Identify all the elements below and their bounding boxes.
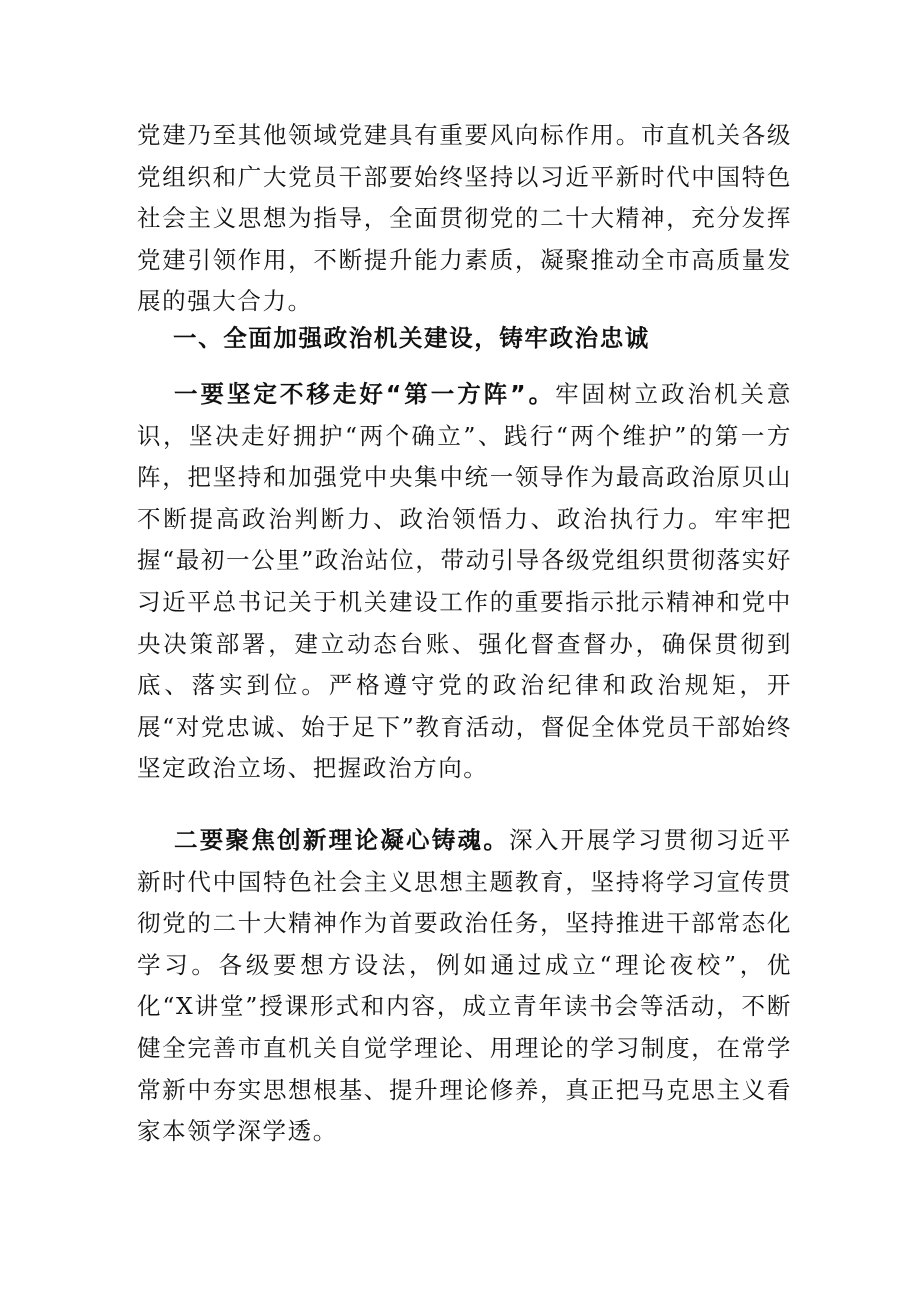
point-one-lead: 一要坚定不移走好“第一方阵”。 (174, 380, 556, 408)
point-two-body: 深入开展学习贯彻习近平新时代中国特色社会主义思想主题教育，坚持将学习宣传贯彻党的二十大精神作为首要政治任务，坚持推进干部常态化学习。各级要想方设法，例如通过成立“理论夜校”，优化“X讲堂”授课形式和内容，成立青年读书会等活动，不断健全完善市直机关自觉学理论、用理论的学习制度，在常学常新中夯实思想根基、提升理论修养，真正把马克思主义看家本领学深学透。 (137, 826, 792, 1146)
point-two-paragraph (137, 820, 792, 1153)
point-one-body: 牢固树立政治机关意识，坚决走好拥护“两个确立”、践行“两个维护”的第一方阵，把坚持和加强党中央集中统一领导作为最高政治原贝山不断提高政治判断力、政治领悟力、政治执行力。牢牢把握“最初一公里”政治站位，带动引导各级党组织贯彻落实好习近平总书记关于机关建设工作的重要指示批示精神和党中央决策部署，建立动态台账、强化督查督办，确保贯彻到底、落实到位。严格遵守党的政治纪律和政治规矩，开展“对党忠诚、始于足下”教育活动，督促全体党员干部始终坚定政治立场、把握政治方向。 (137, 380, 793, 783)
point-two-lead: 二要聚焦创新理论凝心铸魂。 (174, 826, 510, 854)
intro-paragraph: 党建乃至其他领域党建具有重要风向标作用。市直机关各级党组织和广大党员干部要始终坚持以习近平新时代中国特色社会主义思想为指导，全面贯彻党的二十大精神，充分发挥党建引领作用，不断提升能力素质，凝聚推动全市高质量发展的强大合力。 (137, 121, 792, 316)
section-heading: 一、全面加强政治机关建设，铸牢政治忠诚 (173, 324, 650, 352)
point-one-paragraph (137, 374, 792, 790)
